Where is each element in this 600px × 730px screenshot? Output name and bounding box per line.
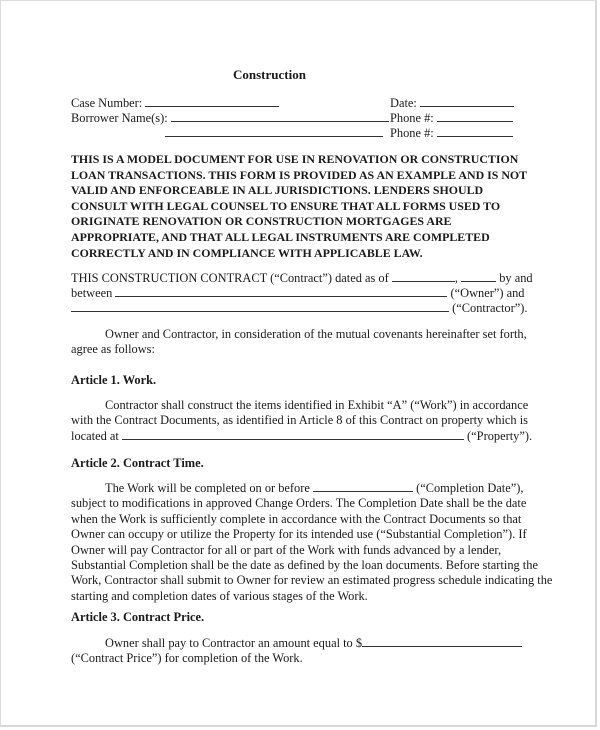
case-number-blank[interactable] (145, 96, 279, 107)
article-1-body (71, 398, 533, 444)
article-text: starting and completion dates of various stages of the Work. (71, 588, 368, 603)
contract-price-blank[interactable] (362, 636, 522, 647)
phone-field-1 (390, 111, 513, 126)
document-title: Construction (233, 67, 306, 82)
date-blank[interactable] (420, 96, 514, 107)
completion-date-label: (“Completion Date”), (416, 481, 524, 495)
property-label: (“Property”). (467, 428, 533, 443)
disclaimer-block (71, 152, 541, 261)
disclaimer-line: CORRECTLY AND IN COMPLIANCE WITH APPLICABLE LAW. (71, 245, 423, 260)
borrower-name-field-2 (165, 126, 383, 141)
phone-blank-1[interactable] (437, 111, 513, 122)
article-2-heading: Article 2. Contract Time. (71, 456, 204, 470)
borrower-name-blank-1[interactable] (171, 111, 389, 122)
intro-line-1 (71, 271, 533, 286)
intro-line-3 (71, 301, 527, 316)
article-text: subject to modifications in approved Change Orders. The Completion Date shall be the date (71, 496, 527, 511)
disclaimer-line: ORIGINATE RENOVATION OR CONSTRUCTION MORTGAGES ARE (71, 214, 452, 229)
case-number-label: Case Number: (71, 96, 143, 110)
intro-comma: , (454, 271, 458, 285)
owner-label: (“Owner”) and (450, 286, 525, 300)
article-3-heading: Article 3. Contract Price. (71, 610, 205, 624)
article-text: Substantial Completion shall be the date as defined by the loan documents. Before starting the (71, 558, 538, 573)
article-text: Owner shall pay to Contractor an amount equal to $ (105, 636, 363, 650)
intro-line-2 (71, 286, 524, 301)
intro-text: between (71, 286, 113, 300)
disclaimer-line: CONSULT WITH LEGAL COUNSEL TO ENSURE THAT ALL FORMS USED TO (71, 198, 501, 213)
article-text: Owner will pay Contractor for all or part of the Work with funds advanced by a lender, (71, 542, 502, 557)
article-text: (“Contract Price”) for completion of the Work. (71, 651, 303, 666)
article-text: Work, Contractor shall submit to Owner for review an estimated progress schedule indicating the (71, 573, 553, 588)
disclaimer-line: THIS IS A MODEL DOCUMENT FOR USE IN RENOVATION OR CONSTRUCTION (71, 152, 519, 166)
article-text: with the Contract Documents, as identified in Article 8 of this Contract on property which is (71, 413, 528, 428)
owner-name-blank[interactable] (115, 286, 447, 297)
intro-text: by and (499, 271, 533, 285)
phone-blank-2[interactable] (437, 126, 513, 137)
contractor-label: (“Contractor”). (452, 301, 528, 315)
article-text: Owner can occupy or utilize the Property for its intended use (“Substantial Completion”). If (71, 527, 527, 542)
date-field (390, 96, 514, 111)
article-text: Contractor shall construct the items identified in Exhibit “A” (“Work”) in accordance (105, 398, 529, 412)
article-text: when the Work is sufficiently complete in accordance with the Contract Documents so that (71, 511, 522, 526)
article-1-heading: Article 1. Work. (71, 373, 157, 387)
article-2-body (71, 481, 553, 604)
disclaimer-line: APPROPRIATE, AND THAT ALL LEGAL INSTRUMENTS ARE COMPLETED (71, 229, 490, 244)
disclaimer-line: VALID AND ENFORCEABLE IN ALL JURISDICTIONS. LENDERS SHOULD (71, 183, 484, 198)
property-address-blank[interactable] (122, 429, 464, 440)
case-number-field (71, 96, 279, 111)
contract-year-blank[interactable] (461, 271, 496, 282)
borrower-name-label: Borrower Name(s): (71, 111, 168, 125)
article-text: The Work will be completed on or before (105, 481, 310, 495)
phone-label-2: Phone #: (390, 126, 434, 140)
date-label: Date: (390, 96, 417, 110)
borrower-name-field (71, 111, 389, 126)
contract-date-blank[interactable] (392, 271, 455, 282)
phone-field-2 (390, 126, 513, 141)
intro-text: THIS CONSTRUCTION CONTRACT (“Contract”) dated as of (71, 271, 389, 285)
article-3-body (71, 636, 533, 667)
agreement-text: Owner and Contractor, in consideration of the mutual covenants hereinafter set forth, (105, 327, 527, 341)
phone-label-1: Phone #: (390, 111, 434, 125)
article-text: located at (71, 428, 119, 443)
contractor-name-blank[interactable] (71, 301, 449, 312)
completion-date-blank[interactable] (313, 481, 413, 492)
disclaimer-line: LOAN TRANSACTIONS. THIS FORM IS PROVIDED AS AN EXAMPLE AND IS NOT (71, 167, 528, 182)
agreement-paragraph (71, 327, 533, 358)
agreement-text: agree as follows: (71, 342, 155, 357)
borrower-name-blank-2[interactable] (165, 126, 383, 137)
